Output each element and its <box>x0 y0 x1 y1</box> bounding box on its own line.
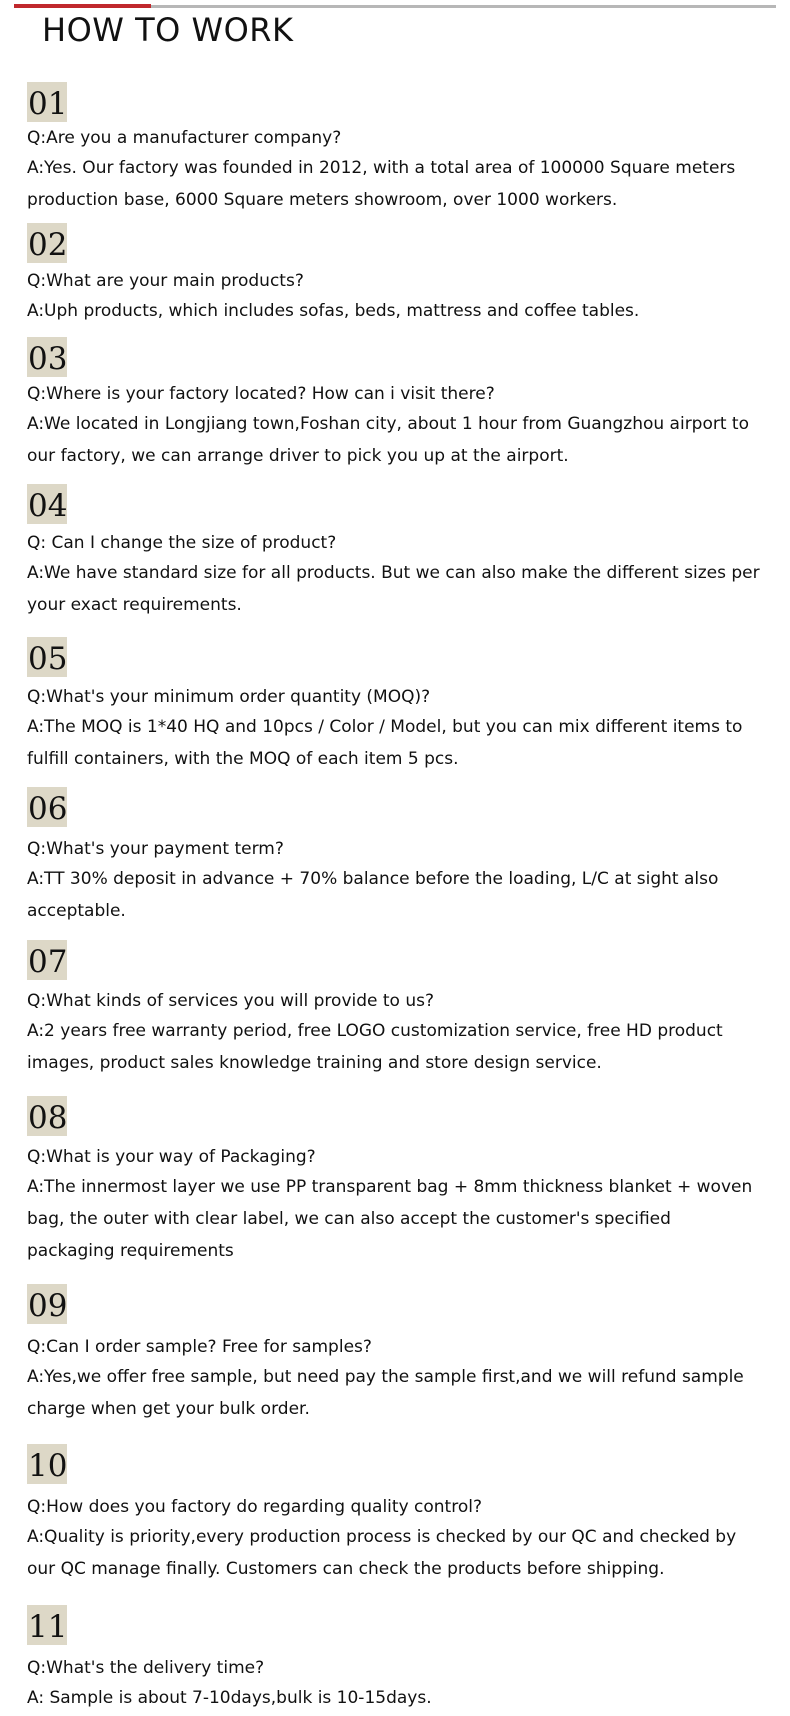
faq-number: 09 <box>27 1284 67 1324</box>
faq-answer: A:2 years free warranty period, free LOGO customization service, free HD product images, product sales knowledge training and store design service. <box>27 1021 723 1073</box>
faq-number: 05 <box>27 637 67 677</box>
faq-answer: A:Yes,we offer free sample, but need pay the sample first,and we will refund sample charge when get your bulk order. <box>27 1367 744 1419</box>
faq-question: Q:What kinds of services you will provide to us? <box>27 991 435 1011</box>
faq-number: 10 <box>27 1444 67 1484</box>
faq-question: Q:Can I order sample? Free for samples? <box>27 1337 372 1357</box>
faq-number: 11 <box>27 1605 67 1645</box>
faq-number: 03 <box>27 337 67 377</box>
faq-number: 04 <box>27 484 67 524</box>
faq-answer: A:We located in Longjiang town,Foshan city, about 1 hour from Guangzhou airport to our factory, we can arrange driver to pick you up at the airport. <box>27 414 750 466</box>
faq-question: Q:What's your payment term? <box>27 839 284 859</box>
faq-question: Q:What's your minimum order quantity (MOQ)? <box>27 687 431 707</box>
faq-answer: A: Sample is about 7-10days,bulk is 10-15days. <box>27 1688 432 1708</box>
faq-number: 07 <box>27 940 67 980</box>
faq-question: Q:What's the delivery time? <box>27 1658 265 1678</box>
faq-answer: A:The innermost layer we use PP transparent bag + 8mm thickness blanket + woven bag, the outer with clear label, we can also accept the customer's specified packaging requirements <box>27 1177 753 1261</box>
faq-answer: A:Yes. Our factory was founded in 2012, with a total area of 100000 Square meters production base, 6000 Square meters showroom, over 1000 workers. <box>27 158 736 210</box>
faq-question: Q:Where is your factory located? How can i visit there? <box>27 384 495 404</box>
faq-answer: A:TT 30% deposit in advance + 70% balance before the loading, L/C at sight also acceptable. <box>27 869 719 921</box>
faq-question: Q:What are your main products? <box>27 271 304 291</box>
header-accent-bar <box>14 4 151 8</box>
faq-question: Q:Are you a manufacturer company? <box>27 128 342 148</box>
faq-answer: A:Quality is priority,every production process is checked by our QC and checked by our QC manage finally. Customers can check the products before shipping. <box>27 1527 737 1579</box>
faq-question: Q:How does you factory do regarding quality control? <box>27 1497 482 1517</box>
faq-number: 06 <box>27 787 67 827</box>
faq-question: Q:What is your way of Packaging? <box>27 1147 316 1167</box>
faq-number: 08 <box>27 1096 67 1136</box>
faq-number: 02 <box>27 223 67 263</box>
faq-answer: A:Uph products, which includes sofas, beds, mattress and coffee tables. <box>27 301 640 321</box>
faq-question: Q: Can I change the size of product? <box>27 533 337 553</box>
page-title: HOW TO WORK <box>42 11 294 49</box>
faq-answer: A:The MOQ is 1*40 HQ and 10pcs / Color / Model, but you can mix different items to fulfill containers, with the MOQ of each item 5 pcs. <box>27 717 743 769</box>
faq-number: 01 <box>27 82 67 122</box>
faq-answer: A:We have standard size for all products. But we can also make the different sizes per your exact requirements. <box>27 563 760 615</box>
